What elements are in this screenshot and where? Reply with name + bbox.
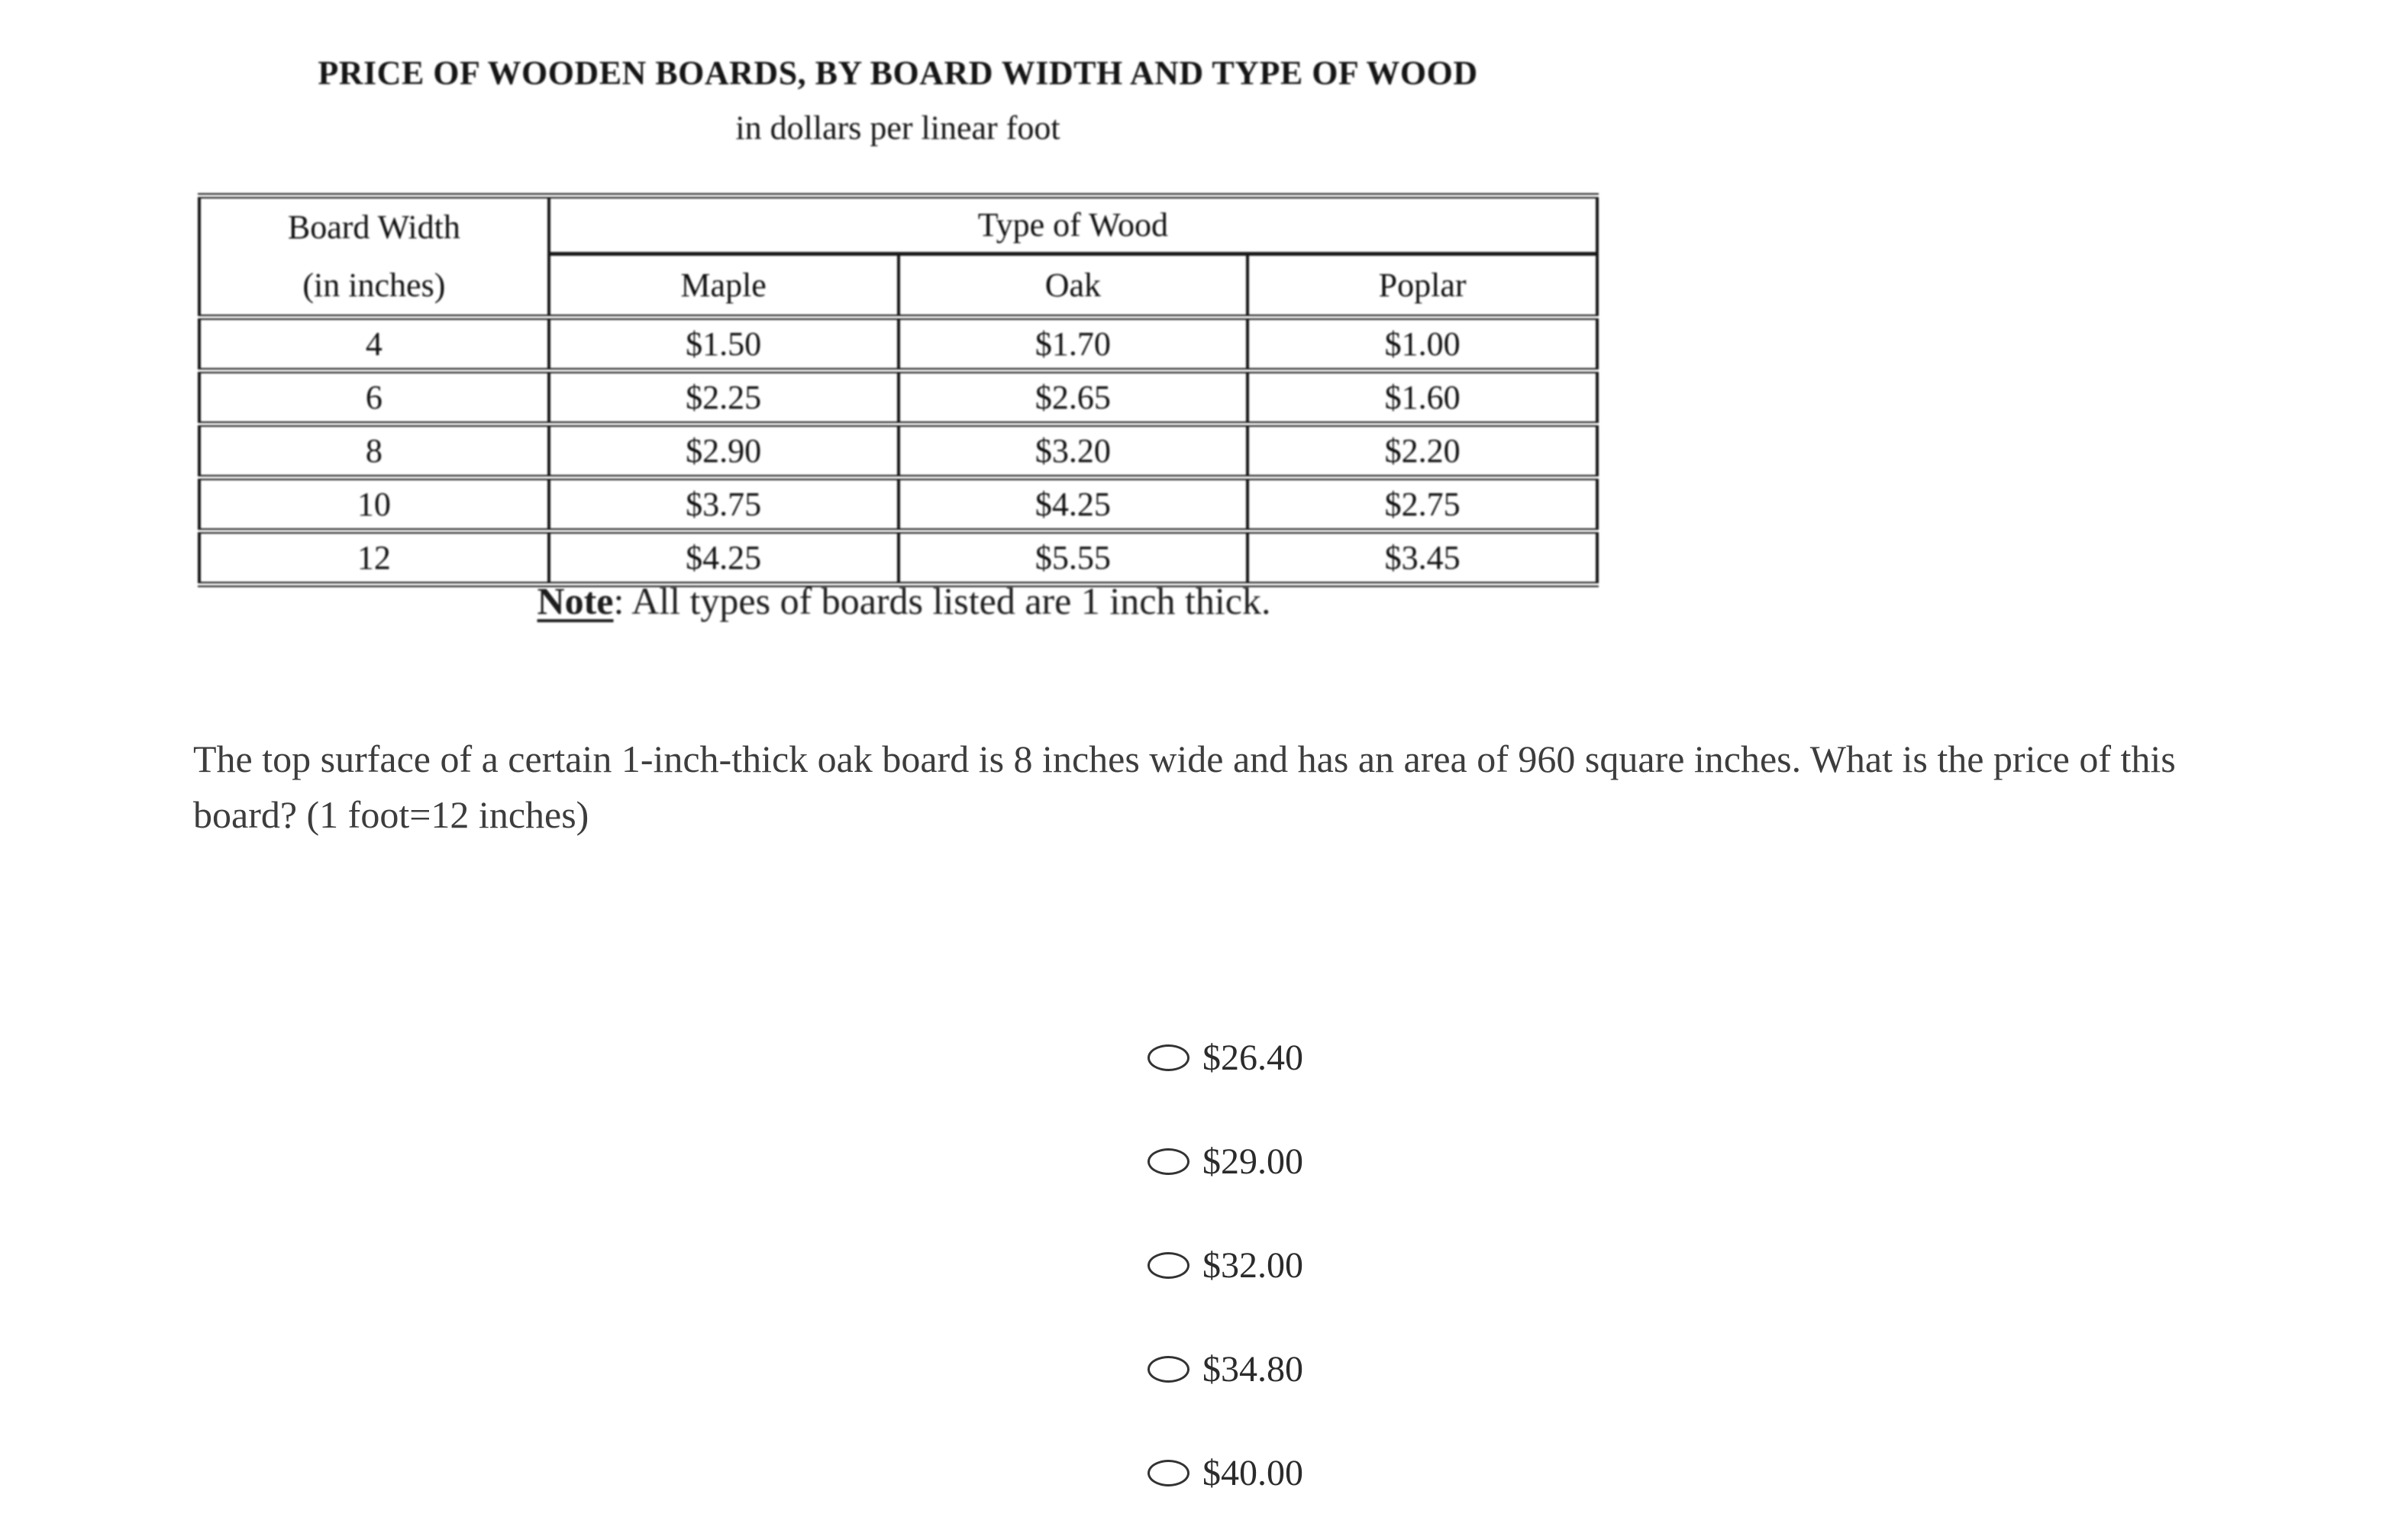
column-header-maple: Maple [549,253,899,317]
answer-option-3[interactable] [1148,1240,1303,1290]
option-label: $40.00 [1202,1452,1303,1493]
table-note [197,579,1611,623]
cell-oak-price: $4.25 [899,478,1248,531]
option-label: $26.40 [1202,1037,1303,1078]
cell-oak-price: $5.55 [899,531,1248,585]
table-row [199,318,1597,371]
radio-button-icon[interactable] [1148,1044,1189,1071]
answer-option-4[interactable] [1148,1344,1303,1394]
table-row [199,424,1597,478]
cell-board-width: 4 [199,318,549,371]
cell-oak-price: $3.20 [899,424,1248,478]
answer-option-2[interactable] [1148,1136,1303,1186]
cell-board-width: 12 [199,531,549,585]
row-header-line1: Board Width [287,208,460,246]
cell-board-width: 8 [199,424,549,478]
question-text [193,731,2176,843]
option-label: $29.00 [1202,1141,1303,1182]
cell-board-width: 10 [199,478,549,531]
cell-poplar-price: $2.20 [1248,424,1597,478]
cell-poplar-price: $1.00 [1248,318,1597,371]
note-label: Note [537,579,614,622]
radio-button-icon[interactable] [1148,1356,1189,1383]
radio-button-icon[interactable] [1148,1148,1189,1175]
cell-poplar-price: $1.60 [1248,371,1597,424]
cell-poplar-price: $2.75 [1248,478,1597,531]
option-label: $34.80 [1202,1348,1303,1390]
group-header-cell: Type of Wood [549,196,1597,254]
option-label: $32.00 [1202,1244,1303,1286]
table-row [199,478,1597,531]
row-header-cell [199,196,549,318]
cell-maple-price: $2.25 [549,371,899,424]
price-table [198,193,1599,587]
table-row [199,531,1597,585]
cell-board-width: 6 [199,371,549,424]
cell-maple-price: $2.90 [549,424,899,478]
column-header-oak: Oak [899,253,1248,317]
cell-poplar-price: $3.45 [1248,531,1597,585]
table-row [199,371,1597,424]
row-header-line2: (in inches) [302,266,446,304]
radio-button-icon[interactable] [1148,1460,1189,1486]
note-text: : All types of boards listed are 1 inch thick. [613,579,1271,622]
cell-oak-price: $1.70 [899,318,1248,371]
cell-oak-price: $2.65 [899,371,1248,424]
cell-maple-price: $3.75 [549,478,899,531]
radio-button-icon[interactable] [1148,1252,1189,1279]
question-line-1: The top surface of a certain 1-inch-thick oak board is 8 inches wide and has an area of 960 square inches. What is the price of this [193,738,2176,780]
answer-option-1[interactable] [1148,1032,1303,1083]
answer-options [1148,1032,1303,1530]
answer-option-5[interactable] [1148,1448,1303,1498]
question-line-2: board? (1 foot=12 inches) [193,793,589,836]
cell-maple-price: $4.25 [549,531,899,585]
figure-subtitle: in dollars per linear foot [735,109,1060,147]
figure-title: PRICE OF WOODEN BOARDS, BY BOARD WIDTH AND TYPE OF WOOD [318,54,1478,92]
cell-maple-price: $1.50 [549,318,899,371]
column-header-poplar: Poplar [1248,253,1597,317]
